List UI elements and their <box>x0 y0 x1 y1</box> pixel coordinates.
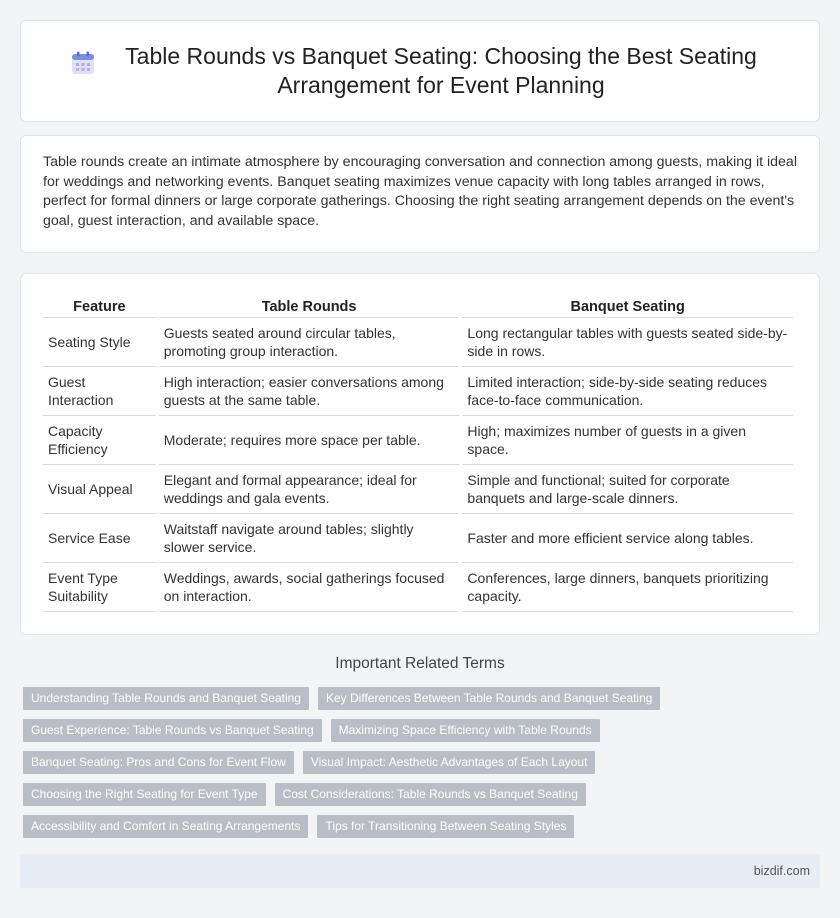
tag-row <box>23 815 823 838</box>
banquet-cell: Limited interaction; side-by-side seating reduces face-to-face communication. <box>462 367 793 416</box>
site-name[interactable]: bizdif.com <box>753 864 810 878</box>
header-feature: Feature <box>43 292 156 318</box>
header-table-rounds: Table Rounds <box>159 292 460 318</box>
table-row <box>43 514 793 563</box>
rounds-cell: Waitstaff navigate around tables; slightly slower service. <box>159 514 460 563</box>
feature-cell: Event Type Suitability <box>43 563 156 612</box>
title-wrap <box>70 42 770 100</box>
related-term-tag[interactable]: Choosing the Right Seating for Event Type <box>23 783 266 806</box>
table-row <box>43 563 793 612</box>
tag-row <box>23 783 823 806</box>
tag-row <box>23 687 823 710</box>
footer <box>20 854 820 888</box>
table-row <box>43 318 793 367</box>
table-row <box>43 367 793 416</box>
related-term-tag[interactable]: Accessibility and Comfort in Seating Arrangements <box>23 815 308 838</box>
related-terms-heading: Important Related Terms <box>335 655 505 672</box>
related-term-tag[interactable]: Maximizing Space Efficiency with Table Rounds <box>331 719 600 742</box>
comparison-card <box>20 273 820 635</box>
comparison-table <box>40 292 796 612</box>
related-term-tag[interactable]: Key Differences Between Table Rounds and Banquet Seating <box>318 687 660 710</box>
related-term-tag[interactable]: Cost Considerations: Table Rounds vs Banquet Seating <box>275 783 586 806</box>
page-title: Table Rounds vs Banquet Seating: Choosing the Best Seating Arrangement for Event Planning <box>125 43 757 98</box>
rounds-cell: High interaction; easier conversations among guests at the same table. <box>159 367 460 416</box>
feature-cell: Seating Style <box>43 318 156 367</box>
tag-row <box>23 751 823 774</box>
feature-cell: Service Ease <box>43 514 156 563</box>
feature-cell: Guest Interaction <box>43 367 156 416</box>
rounds-cell: Weddings, awards, social gatherings focused on interaction. <box>159 563 460 612</box>
banquet-cell: High; maximizes number of guests in a given space. <box>462 416 793 465</box>
header-banquet-seating: Banquet Seating <box>462 292 793 318</box>
rounds-cell: Moderate; requires more space per table. <box>159 416 460 465</box>
related-term-tag[interactable]: Understanding Table Rounds and Banquet Seating <box>23 687 309 710</box>
intro-card <box>20 135 820 253</box>
related-term-tag[interactable]: Banquet Seating: Pros and Cons for Event Flow <box>23 751 294 774</box>
related-terms-list <box>23 687 823 847</box>
rounds-cell: Elegant and formal appearance; ideal for weddings and gala events. <box>159 465 460 514</box>
table-header-row <box>43 292 793 318</box>
intro-paragraph: Table rounds create an intimate atmosphere by encouraging conversation and connection among guests, making it ideal for weddings and networking events. Banquet seating maximizes venue capacity with long tables arranged in rows, perfect for formal dinners or large corporate gatherings. Choosing the right seating arrangement depends on the event's goal, guest interaction, and available space. <box>43 154 797 229</box>
feature-cell: Visual Appeal <box>43 465 156 514</box>
related-term-tag[interactable]: Guest Experience: Table Rounds vs Banquet Seating <box>23 719 322 742</box>
banquet-cell: Conferences, large dinners, banquets prioritizing capacity. <box>462 563 793 612</box>
banquet-cell: Faster and more efficient service along tables. <box>462 514 793 563</box>
feature-cell: Capacity Efficiency <box>43 416 156 465</box>
calendar-icon <box>70 50 96 76</box>
table-row <box>43 465 793 514</box>
table-row <box>43 416 793 465</box>
related-term-tag[interactable]: Tips for Transitioning Between Seating Styles <box>317 815 574 838</box>
banquet-cell: Simple and functional; suited for corporate banquets and large-scale dinners. <box>462 465 793 514</box>
banquet-cell: Long rectangular tables with guests seated side-by-side in rows. <box>462 318 793 367</box>
title-card <box>20 20 820 122</box>
rounds-cell: Guests seated around circular tables, promoting group interaction. <box>159 318 460 367</box>
tag-row <box>23 719 823 742</box>
related-term-tag[interactable]: Visual Impact: Aesthetic Advantages of Each Layout <box>303 751 596 774</box>
